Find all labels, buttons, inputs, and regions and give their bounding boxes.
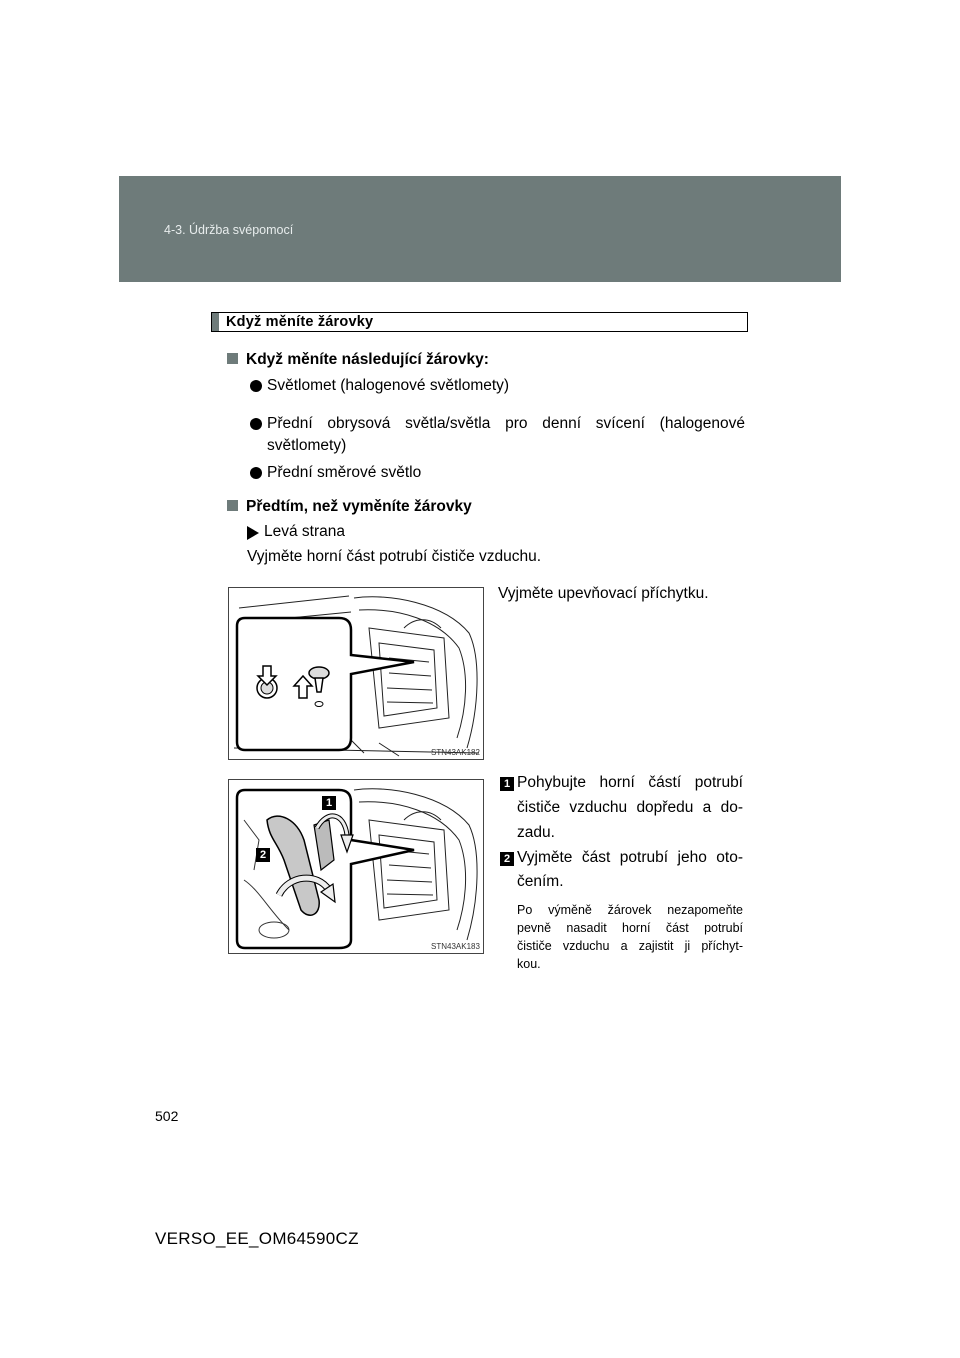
figure-code: STN43AK183 (431, 942, 480, 951)
document-code: VERSO_EE_OM64590CZ (155, 1229, 359, 1248)
bullet-item: Přední obrysová světla/světla pro denní svícení (halogenové (267, 415, 745, 432)
figure1-caption: Vyjměte upevňovací příchytku. (498, 585, 709, 602)
header-band (119, 176, 841, 282)
note-text: pevně nasadit horní část potrubí (517, 921, 743, 935)
side-label: Levá strana (264, 523, 345, 540)
note-text: kou. (517, 957, 541, 971)
bullet-item-continued: světlomety) (267, 437, 347, 454)
block2-heading: Předtím, než vyměníte žárovky (227, 495, 472, 519)
note-text: čističe vzduchu a zajistit ji příchyt- (517, 939, 743, 953)
intro-text: Vyjměte horní část potrubí čističe vzduchu. (247, 548, 542, 565)
figure-code: STN43AK182 (431, 748, 480, 757)
section-title: Když měníte žárovky (226, 314, 374, 330)
step-text: čením. (517, 873, 564, 890)
block1-heading: Když měníte následující žárovky: (227, 348, 489, 372)
step-text: Vyjměte část potrubí jeho oto- (517, 849, 743, 866)
page-number: 502 (155, 1108, 179, 1124)
section-heading (211, 312, 748, 332)
step-number-badge: 1 (500, 777, 514, 791)
figure-duct-removal (228, 779, 484, 954)
bullet-dot-icon (250, 380, 262, 392)
section-accent-bar (212, 313, 219, 331)
step-1-marker: 1 (322, 796, 336, 810)
bullet-dot-icon (250, 467, 262, 479)
bullet-dot-icon (250, 418, 262, 430)
air-duct-illustration (229, 780, 484, 954)
bullet-item: Přední směrové světlo (267, 464, 422, 481)
chapter-title: 4-3. Údržba svépomocí (164, 223, 294, 237)
note-text: Po výměně žárovek nezapomeňte (517, 903, 743, 917)
step-text: Pohybujte horní částí potrubí (517, 774, 743, 791)
square-bullet-icon (227, 500, 238, 511)
triangle-pointer-icon (247, 526, 259, 540)
step-text: čističe vzduchu dopředu a do- (517, 799, 743, 816)
step-2-marker: 2 (256, 848, 270, 862)
step-number-badge: 2 (500, 852, 514, 866)
figure-clip-removal (228, 587, 484, 760)
engine-bay-illustration (229, 588, 484, 760)
square-bullet-icon (227, 353, 238, 364)
step-text: zadu. (517, 824, 555, 841)
bullet-item: Světlomet (halogenové světlomety) (267, 377, 510, 394)
